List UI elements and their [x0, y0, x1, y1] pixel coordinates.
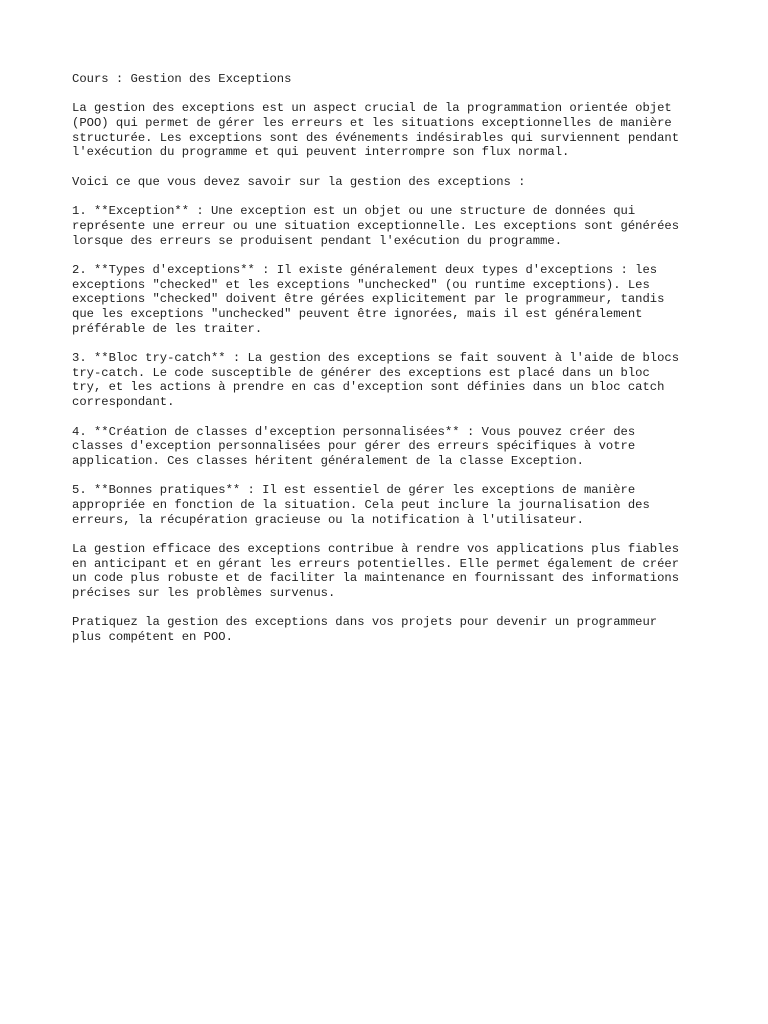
paragraph	[72, 615, 712, 644]
text-line: préférable de les traiter.	[72, 321, 263, 336]
paragraph	[72, 542, 712, 601]
text-line: structurée. Les exceptions sont des événements indésirables qui surviennent pendant	[72, 130, 680, 145]
paragraph	[72, 204, 712, 248]
text-line: La gestion des exceptions est un aspect crucial de la programmation orientée objet	[72, 101, 672, 116]
text-line: 3. **Bloc try-catch** : La gestion des exceptions se fait souvent à l'aide de blocs	[72, 351, 680, 366]
paragraph	[72, 483, 712, 527]
document-body	[72, 101, 712, 644]
text-line: lorsque des erreurs se produisent pendant l'exécution du programme.	[72, 233, 563, 248]
text-line: try, et les actions à prendre en cas d'exception sont définies dans un bloc catch	[72, 380, 665, 395]
paragraph	[72, 425, 712, 469]
text-line: correspondant.	[72, 395, 175, 410]
text-line: 4. **Création de classes d'exception personnalisées** : Vous pouvez créer des	[72, 424, 636, 439]
text-line: erreurs, la récupération gracieuse ou la notification à l'utilisateur.	[72, 512, 584, 527]
paragraph	[72, 175, 712, 190]
document-title	[72, 72, 712, 87]
text-line: (POO) qui permet de gérer les erreurs et les situations exceptionnelles de manière	[72, 116, 672, 131]
text-line: que les exceptions "unchecked" peuvent être ignorées, mais il est généralement	[72, 307, 643, 321]
text-line: La gestion efficace des exceptions contribue à rendre vos applications plus fiables	[72, 542, 680, 556]
text-line: plus compétent en POO.	[72, 630, 233, 645]
text-line: Pratiquez la gestion des exceptions dans vos projets pour devenir un programmeur	[72, 615, 658, 630]
text-line: classes d'exception personnalisées pour gérer des erreurs spécifiques à votre	[72, 439, 636, 454]
text-line: Voici ce que vous devez savoir sur la gestion des exceptions :	[72, 174, 526, 189]
paragraph	[72, 351, 712, 410]
text-line: 5. **Bonnes pratiques** : Il est essentiel de gérer les exceptions de manière	[72, 483, 636, 498]
text-line: exceptions "checked" doivent être gérées explicitement par le programmeur, tandis	[72, 292, 665, 307]
text-line: 1. **Exception** : Une exception est un objet ou une structure de données qui	[72, 204, 636, 219]
document-page	[72, 72, 712, 660]
text-line: un code plus robuste et de faciliter la maintenance en fournissant des informations	[72, 571, 680, 586]
paragraph	[72, 263, 712, 336]
paragraph	[72, 101, 712, 160]
text-line: 2. **Types d'exceptions** : Il existe généralement deux types d'exceptions : les	[72, 262, 658, 277]
text-line: l'exécution du programme et qui peuvent interrompre son flux normal.	[72, 145, 570, 160]
text-line: try-catch. Le code susceptible de générer des exceptions est placé dans un bloc	[72, 365, 650, 380]
title-line: Cours : Gestion des Exceptions	[72, 72, 292, 86]
text-line: application. Ces classes héritent généralement de la classe Exception.	[72, 453, 584, 468]
text-line: appropriée en fonction de la situation. Cela peut inclure la journalisation des	[72, 497, 650, 512]
text-line: représente une erreur ou une situation exceptionnelle. Les exceptions sont générées	[72, 218, 680, 233]
text-line: en anticipant et en gérant les erreurs potentielles. Elle permet également de créer	[72, 556, 680, 571]
text-line: exceptions "checked" et les exceptions "unchecked" (ou runtime exceptions). Les	[72, 277, 650, 292]
text-line: précises sur les problèmes survenus.	[72, 586, 336, 601]
